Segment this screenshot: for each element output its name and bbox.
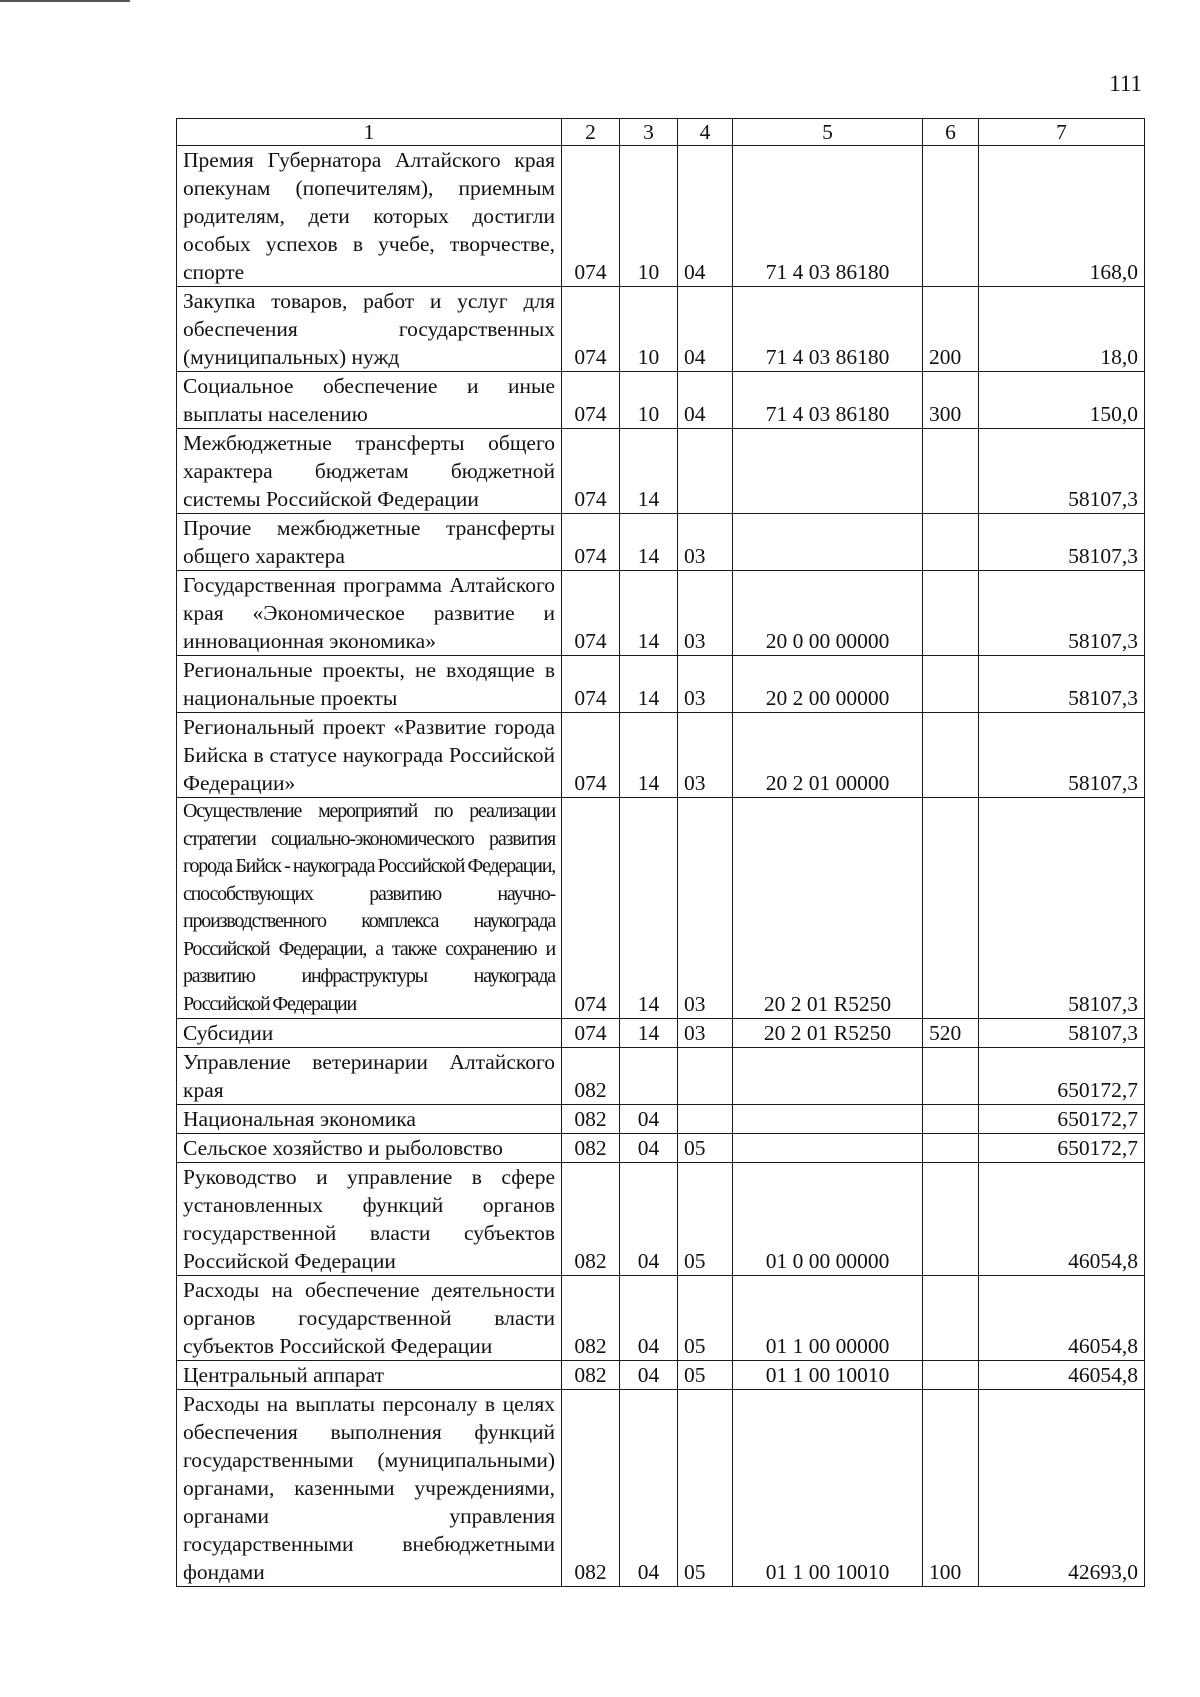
subsection-code: 04 [678,287,733,372]
target-article-code [733,1105,923,1134]
expense-type-code [923,1276,979,1361]
ministry-code: 074 [562,514,620,571]
subsection-code [678,1105,733,1134]
expense-type-code [923,146,979,287]
target-article-code [733,429,923,514]
expense-type-code: 100 [923,1390,979,1587]
expense-type-code [923,429,979,514]
section-code: 14 [620,713,678,798]
amount: 58107,3 [979,713,1145,798]
header-row [177,119,1145,146]
expense-type-code [923,1361,979,1390]
ministry-code: 082 [562,1105,620,1134]
amount: 650172,7 [979,1048,1145,1105]
ministry-code: 082 [562,1361,620,1390]
table-row [177,798,1145,1019]
row-description: Руководство и управление в сфере установленных функций органов государственной власти субъектов Российской Федерации [177,1163,562,1276]
row-description: Управление ветеринарии Алтайского края [177,1048,562,1105]
target-article-code: 71 4 03 86180 [733,372,923,429]
expense-type-code: 200 [923,287,979,372]
amount: 46054,8 [979,1361,1145,1390]
target-article-code: 71 4 03 86180 [733,287,923,372]
row-description: Национальная экономика [177,1105,562,1134]
row-description: Расходы на обеспечение деятельности органов государственной власти субъектов Российской Федерации [177,1276,562,1361]
section-code: 04 [620,1134,678,1163]
row-description: Премия Губернатора Алтайского края опекунам (попечителям), приемным родителям, дети которых достигли особых успехов в учебе, творчестве, спорте [177,146,562,287]
ministry-code: 074 [562,146,620,287]
ministry-code: 074 [562,1019,620,1048]
subsection-code: 03 [678,1019,733,1048]
target-article-code: 20 2 01 R5250 [733,798,923,1019]
expense-type-code: 300 [923,372,979,429]
table-row [177,1134,1145,1163]
row-description: Расходы на выплаты персоналу в целях обеспечения выполнения функций государственными (муниципальными) органами, казенными учреждениями, органами управления государственными внебюджетными фондами [177,1390,562,1587]
target-article-code: 71 4 03 86180 [733,146,923,287]
row-description: Государственная программа Алтайского края «Экономическое развитие и инновационная экономика» [177,571,562,656]
row-description: Субсидии [177,1019,562,1048]
column-header-5: 5 [733,119,923,146]
column-header-1: 1 [177,119,562,146]
row-description: Центральный аппарат [177,1361,562,1390]
table-row [177,372,1145,429]
ministry-code: 074 [562,798,620,1019]
amount: 58107,3 [979,514,1145,571]
amount: 150,0 [979,372,1145,429]
section-code: 04 [620,1163,678,1276]
table-row [177,287,1145,372]
page-number: 111 [1109,71,1142,96]
amount: 46054,8 [979,1276,1145,1361]
table-row [177,656,1145,713]
ministry-code: 074 [562,571,620,656]
amount: 58107,3 [979,656,1145,713]
subsection-code [678,1048,733,1105]
target-article-code [733,1048,923,1105]
row-description: Региональные проекты, не входящие в национальные проекты [177,656,562,713]
table-row [177,514,1145,571]
expense-type-code [923,571,979,656]
subsection-code: 03 [678,798,733,1019]
expense-type-code: 520 [923,1019,979,1048]
subsection-code [678,429,733,514]
section-code: 14 [620,514,678,571]
table-row [177,146,1145,287]
table-row [177,1105,1145,1134]
row-description: Прочие межбюджетные трансферты общего характера [177,514,562,571]
subsection-code: 03 [678,514,733,571]
expense-type-code [923,1134,979,1163]
amount: 18,0 [979,287,1145,372]
amount: 58107,3 [979,429,1145,514]
target-article-code: 20 2 00 00000 [733,656,923,713]
row-description: Региональный проект «Развитие города Бийска в статусе наукограда Российской Федерации» [177,713,562,798]
column-header-2: 2 [562,119,620,146]
section-code: 04 [620,1390,678,1587]
target-article-code [733,514,923,571]
section-code: 14 [620,1019,678,1048]
section-code: 14 [620,571,678,656]
amount: 46054,8 [979,1163,1145,1276]
table-row [177,1276,1145,1361]
budget-table [176,118,1145,1587]
row-description: Осуществление мероприятий по реализации стратегии социально-экономического развития города Бийск - наукограда Российской Федерации, способствующих развитию научно-производственного комплекса наукограда Российской Федерации, а также сохранению и развитию инфраструктуры наукограда Российской Федерации [177,798,562,1019]
table-row [177,1163,1145,1276]
expense-type-code [923,656,979,713]
expense-type-code [923,514,979,571]
table-row [177,713,1145,798]
target-article-code: 01 0 00 00000 [733,1163,923,1276]
section-code: 04 [620,1276,678,1361]
table-row [177,1390,1145,1587]
subsection-code: 05 [678,1163,733,1276]
ministry-code: 082 [562,1134,620,1163]
subsection-code: 03 [678,656,733,713]
subsection-code: 05 [678,1390,733,1587]
column-header-7: 7 [979,119,1145,146]
amount: 58107,3 [979,1019,1145,1048]
subsection-code: 03 [678,571,733,656]
target-article-code [733,1134,923,1163]
subsection-code: 04 [678,372,733,429]
target-article-code: 01 1 00 00000 [733,1276,923,1361]
ministry-code: 082 [562,1276,620,1361]
table-row [177,571,1145,656]
amount: 168,0 [979,146,1145,287]
subsection-code: 04 [678,146,733,287]
subsection-code: 05 [678,1276,733,1361]
target-article-code: 20 2 01 00000 [733,713,923,798]
amount: 650172,7 [979,1105,1145,1134]
scan-corner-rule [0,0,130,2]
table-body [177,146,1145,1587]
ministry-code: 082 [562,1163,620,1276]
section-code: 10 [620,372,678,429]
ministry-code: 074 [562,713,620,798]
table-row [177,429,1145,514]
section-code [620,1048,678,1105]
section-code: 04 [620,1361,678,1390]
amount: 58107,3 [979,798,1145,1019]
expense-type-code [923,713,979,798]
table-row [177,1361,1145,1390]
expense-type-code [923,1105,979,1134]
ministry-code: 074 [562,656,620,713]
expense-type-code [923,798,979,1019]
amount: 650172,7 [979,1134,1145,1163]
table-row [177,1048,1145,1105]
ministry-code: 074 [562,372,620,429]
ministry-code: 082 [562,1390,620,1587]
target-article-code: 20 0 00 00000 [733,571,923,656]
table-row [177,1019,1145,1048]
ministry-code: 074 [562,429,620,514]
row-description: Социальное обеспечение и иные выплаты населению [177,372,562,429]
expense-type-code [923,1163,979,1276]
target-article-code: 01 1 00 10010 [733,1361,923,1390]
section-code: 14 [620,656,678,713]
ministry-code: 082 [562,1048,620,1105]
subsection-code: 05 [678,1361,733,1390]
amount: 58107,3 [979,571,1145,656]
column-header-4: 4 [678,119,733,146]
row-description: Сельское хозяйство и рыболовство [177,1134,562,1163]
expense-type-code [923,1048,979,1105]
section-code: 14 [620,429,678,514]
subsection-code: 03 [678,713,733,798]
section-code: 10 [620,146,678,287]
target-article-code: 01 1 00 10010 [733,1390,923,1587]
amount: 42693,0 [979,1390,1145,1587]
ministry-code: 074 [562,287,620,372]
section-code: 04 [620,1105,678,1134]
column-header-6: 6 [923,119,979,146]
row-description: Закупка товаров, работ и услуг для обеспечения государственных (муниципальных) нужд [177,287,562,372]
section-code: 10 [620,287,678,372]
column-header-3: 3 [620,119,678,146]
subsection-code: 05 [678,1134,733,1163]
section-code: 14 [620,798,678,1019]
row-description: Межбюджетные трансферты общего характера бюджетам бюджетной системы Российской Федерации [177,429,562,514]
target-article-code: 20 2 01 R5250 [733,1019,923,1048]
